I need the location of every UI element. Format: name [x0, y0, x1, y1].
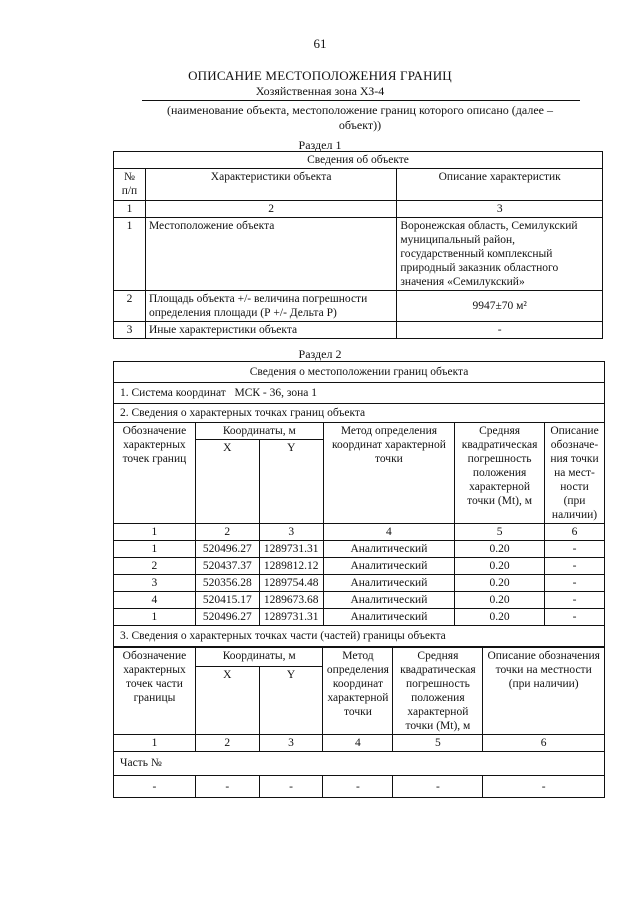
point-method: Аналитический [323, 575, 454, 592]
table-row [114, 609, 605, 626]
point-y: 1289673.68 [259, 592, 323, 609]
object-name: Хозяйственная зона ХЗ-4 [255, 84, 385, 98]
point-id: 2 [114, 558, 196, 575]
index-cell: 5 [393, 735, 483, 752]
point-method: Аналитический [323, 558, 454, 575]
part-empty-cell: - [259, 776, 323, 798]
point-id: 4 [114, 592, 196, 609]
table-row [114, 218, 603, 291]
coord-system-value: МСК - 36, зона 1 [234, 387, 317, 399]
underline-divider [142, 100, 580, 101]
part-col-method-header: Метод определения координат характерной точки [323, 648, 393, 735]
part-col-coords-header: Координаты, м [195, 648, 323, 667]
page-number: 61 [313, 36, 327, 51]
index-cell: 2 [195, 735, 259, 752]
col-characteristic-header: Характеристики объекта [145, 169, 396, 201]
row-characteristic: Иные характеристики объекта [145, 322, 396, 339]
part-empty-cell: - [323, 776, 393, 798]
table-row [114, 776, 605, 798]
point-id: 1 [114, 541, 196, 558]
part-empty-cell: - [114, 776, 196, 798]
point-x: 520415.17 [195, 592, 259, 609]
point-mt: 0.20 [455, 558, 545, 575]
caption-line-2: объект)) [338, 118, 382, 132]
header-row [114, 423, 605, 440]
parts-heading-row [114, 626, 605, 647]
point-note: - [545, 592, 605, 609]
point-y: 1289731.31 [259, 541, 323, 558]
point-mt: 0.20 [455, 609, 545, 626]
index-cell: 1 [114, 735, 196, 752]
point-method: Аналитический [323, 541, 454, 558]
col-designation-header: Обозначение характерных точек границ [114, 423, 196, 524]
boundary-table [113, 361, 605, 647]
parts-table [113, 647, 605, 798]
point-x: 520356.28 [195, 575, 259, 592]
point-x: 520496.27 [195, 541, 259, 558]
row-description: - [397, 322, 603, 339]
caption-line-1: (наименование объекта, местоположение границ которого описано (далее – [167, 103, 553, 117]
row-description: Воронежская область, Семилукский муниципальный район, государственный комплексный природный заказник областного значения «Семилукский» [397, 218, 603, 291]
table-title-row [114, 152, 603, 169]
col-x-header: X [195, 440, 259, 524]
points-heading: 2. Сведения о характерных точках границ объекта [114, 404, 605, 423]
index-cell: 1 [114, 524, 196, 541]
col-note-header: Описание обозначе-ния точки на мест-ности (при наличии) [545, 423, 605, 524]
part-label-row [114, 752, 605, 776]
header-row [114, 648, 605, 667]
col-method-header: Метод определения координат характерной точки [323, 423, 454, 524]
col-error-header: Средняя квадратическая погрешность положения характерной точки (Mt), м [455, 423, 545, 524]
part-empty-cell: - [393, 776, 483, 798]
point-note: - [545, 575, 605, 592]
table-row [114, 541, 605, 558]
index-cell: 6 [483, 735, 605, 752]
col-coords-header: Координаты, м [195, 423, 323, 440]
section-2-heading: Раздел 2 [298, 347, 342, 361]
point-id: 3 [114, 575, 196, 592]
point-x: 520496.27 [195, 609, 259, 626]
coord-system [114, 383, 605, 404]
col-description-header: Описание характеристик [397, 169, 603, 201]
index-cell: 1 [114, 201, 146, 218]
row-characteristic: Местоположение объекта [145, 218, 396, 291]
points-heading-row [114, 404, 605, 423]
object-info-table [113, 151, 603, 339]
point-note: - [545, 609, 605, 626]
row-description: 9947±70 м² [397, 291, 603, 322]
point-y: 1289731.31 [259, 609, 323, 626]
table-row [114, 322, 603, 339]
point-id: 1 [114, 609, 196, 626]
header-row [114, 169, 603, 201]
point-mt: 0.20 [455, 592, 545, 609]
row-number: 1 [114, 218, 146, 291]
point-note: - [545, 558, 605, 575]
part-col-y-header: Y [259, 667, 323, 735]
document-title: ОПИСАНИЕ МЕСТОПОЛОЖЕНИЯ ГРАНИЦ [188, 68, 452, 83]
caption [140, 103, 580, 133]
index-cell: 2 [195, 524, 259, 541]
row-characteristic: Площадь объекта +/- величина погрешности определения площади (Р +/- Дельта Р) [145, 291, 396, 322]
table-title: Сведения о местоположении границ объекта [114, 362, 605, 383]
index-cell: 4 [323, 735, 393, 752]
row-number: 2 [114, 291, 146, 322]
point-mt: 0.20 [455, 541, 545, 558]
coord-system-row [114, 383, 605, 404]
parts-heading: 3. Сведения о характерных точках части (частей) границы объекта [114, 626, 605, 647]
part-col-note-header: Описание обозначения точки на местности (при наличии) [483, 648, 605, 735]
table-row [114, 592, 605, 609]
table-row [114, 558, 605, 575]
table-row [114, 291, 603, 322]
index-cell: 3 [259, 524, 323, 541]
table-row [114, 575, 605, 592]
point-method: Аналитический [323, 609, 454, 626]
index-cell: 3 [397, 201, 603, 218]
row-number: 3 [114, 322, 146, 339]
coord-system-label: 1. Система координат [120, 387, 226, 399]
part-col-designation-header: Обозначение характерных точек части границы [114, 648, 196, 735]
point-x: 520437.37 [195, 558, 259, 575]
point-method: Аналитический [323, 592, 454, 609]
part-label: Часть № [114, 752, 605, 776]
index-cell: 6 [545, 524, 605, 541]
part-col-error-header: Средняя квадратическая погрешность положения характерной точки (Mt), м [393, 648, 483, 735]
point-note: - [545, 541, 605, 558]
table-title: Сведения об объекте [114, 152, 603, 169]
point-mt: 0.20 [455, 575, 545, 592]
part-col-x-header: X [195, 667, 259, 735]
index-row [114, 524, 605, 541]
index-cell: 3 [259, 735, 323, 752]
index-row [114, 201, 603, 218]
index-cell: 5 [455, 524, 545, 541]
index-cell: 2 [145, 201, 396, 218]
col-y-header: Y [259, 440, 323, 524]
point-y: 1289754.48 [259, 575, 323, 592]
index-row [114, 735, 605, 752]
section-1-heading: Раздел 1 [298, 138, 342, 152]
part-empty-cell: - [483, 776, 605, 798]
part-empty-cell: - [195, 776, 259, 798]
table-title-row [114, 362, 605, 383]
col-number-header: № п/п [114, 169, 146, 201]
point-y: 1289812.12 [259, 558, 323, 575]
index-cell: 4 [323, 524, 454, 541]
